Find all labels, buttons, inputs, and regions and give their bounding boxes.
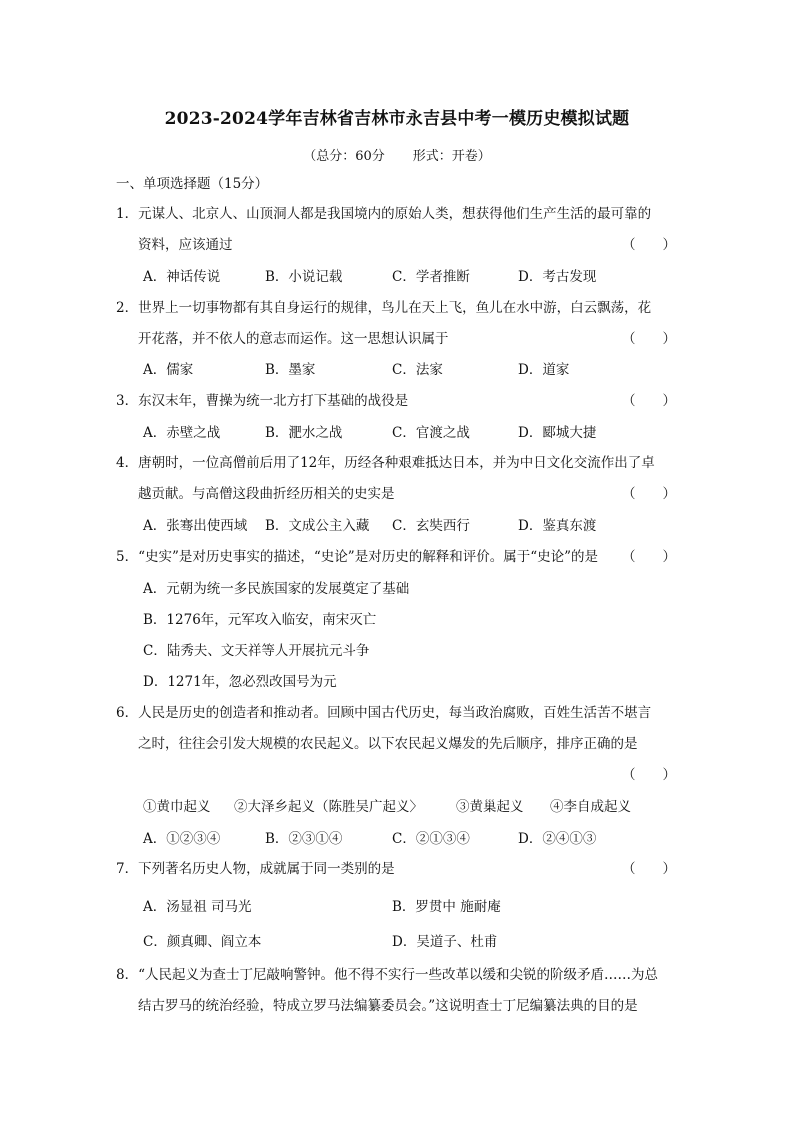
q2-option-c: C．法家 (392, 362, 443, 378)
q1-option-c: C．学者推断 (392, 269, 470, 285)
q3-option-b: B．淝水之战 (265, 425, 343, 441)
page-title: 2023-2024学年吉林省吉林市永吉县中考一模历史模拟试题 (164, 109, 630, 129)
q2-option-d: D．道家 (518, 362, 570, 378)
question-6-line-2: 之时，往往会引发大规模的农民起义。以下农民起义爆发的先后顺序，排序正确的是 (138, 736, 638, 752)
question-4-line-2: 越贡献。与高僧这段曲折经历相关的史实是 (138, 486, 395, 502)
answer-paren-3: （ ） (622, 393, 676, 409)
q5-option-b: B．1276年，元军攻入临安，南宋灭亡 (143, 612, 377, 628)
q4-option-a: A．张骞出使西域 (143, 518, 248, 534)
q6-item-3: ③黄巢起义 (456, 799, 524, 815)
question-6-line-1: 6．人民是历史的创造者和推动者。回顾中国古代历史，每当政治腐败，百姓生活苦不堪言 (116, 705, 652, 721)
question-8-line-2: 结古罗马的统治经验，特成立罗马法编纂委员会。”这说明查士丁尼编纂法典的目的是 (138, 998, 638, 1014)
question-2-line-2: 开花落，并不依人的意志而运作。这一思想认识属于 (138, 331, 449, 347)
q6-item-1: ①黄巾起义 (143, 799, 211, 815)
answer-paren-6: （ ） (622, 767, 676, 783)
q7-option-b: B．罗贯中 施耐庵 (392, 899, 501, 915)
question-4-line-1: 4．唐朝时，一位高僧前后用了12年，历经各种艰难抵达日本，并为中日文化交流作出了卓 (116, 455, 655, 471)
q6-item-2: ②大泽乡起义（陈胜吴广起义〉 (234, 799, 423, 815)
exam-info (0, 145, 794, 164)
q3-option-c: C．官渡之战 (392, 425, 470, 441)
q5-option-a: A．元朝为统一多民族国家的发展奠定了基础 (143, 581, 410, 597)
q6-option-a: A．①②③④ (143, 831, 221, 847)
question-5-line-1: 5．“史实”是对历史事实的描述，“史论”是对历史的解释和评价。属于“史论”的是 (116, 549, 598, 565)
section-heading: 一、单项选择题（15分） (116, 176, 269, 192)
question-2-line-1: 2．世界上一切事物都有其自身运行的规律，鸟儿在天上飞，鱼儿在水中游，白云飘荡，花 (116, 300, 652, 316)
q2-option-b: B．墨家 (265, 362, 316, 378)
q2-option-a: A．儒家 (143, 362, 194, 378)
q3-option-d: D．郾城大捷 (518, 425, 597, 441)
q6-option-c: C．②①③④ (392, 831, 470, 847)
answer-paren-5: （ ） (622, 549, 676, 565)
q6-option-b: B．②③①④ (265, 831, 343, 847)
answer-paren-7: （ ） (622, 861, 676, 877)
question-7-line-1: 7．下列著名历史人物，成就属于同一类别的是 (116, 861, 395, 877)
q4-option-c: C．玄奘西行 (392, 518, 470, 534)
q7-option-c: C．颜真卿、阎立本 (143, 934, 262, 950)
q1-option-d: D．考古发现 (518, 269, 597, 285)
q6-item-4: ④李自成起义 (550, 799, 631, 815)
answer-paren-2: （ ） (622, 331, 676, 347)
question-8-line-1: 8．“人民起义为查士丁尼敲响警钟。他不得不实行一些改革以缓和尖锐的阶级矛盾……为总 (116, 967, 658, 983)
q1-option-a: A．神话传说 (143, 269, 221, 285)
q1-option-b: B．小说记载 (265, 269, 343, 285)
q4-option-d: D．鉴真东渡 (518, 518, 597, 534)
q7-option-d: D．吴道子、杜甫 (392, 934, 498, 950)
q4-option-b: B．文成公主入藏 (265, 518, 370, 534)
q3-option-a: A．赤壁之战 (143, 425, 221, 441)
answer-paren-1: （ ） (622, 237, 676, 253)
q5-option-c: C．陆秀夫、文天祥等人开展抗元斗争 (143, 643, 370, 659)
q7-option-a: A．汤显祖 司马光 (143, 899, 252, 915)
question-1-line-1: 1．元谋人、北京人、山顶洞人都是我国境内的原始人类，想获得他们生产生活的最可靠的 (116, 206, 652, 222)
q5-option-d: D．1271年，忽必烈改国号为元 (143, 674, 337, 690)
q6-option-d: D．②④①③ (518, 831, 597, 847)
question-1-line-2: 资料，应该通过 (138, 237, 233, 253)
question-3-line-1: 3．东汉末年，曹操为统一北方打下基础的战役是 (116, 393, 409, 409)
answer-paren-4: （ ） (622, 486, 676, 502)
exam-form: 形式：开卷） (412, 149, 491, 164)
total-score: （总分：60分 (303, 149, 385, 164)
